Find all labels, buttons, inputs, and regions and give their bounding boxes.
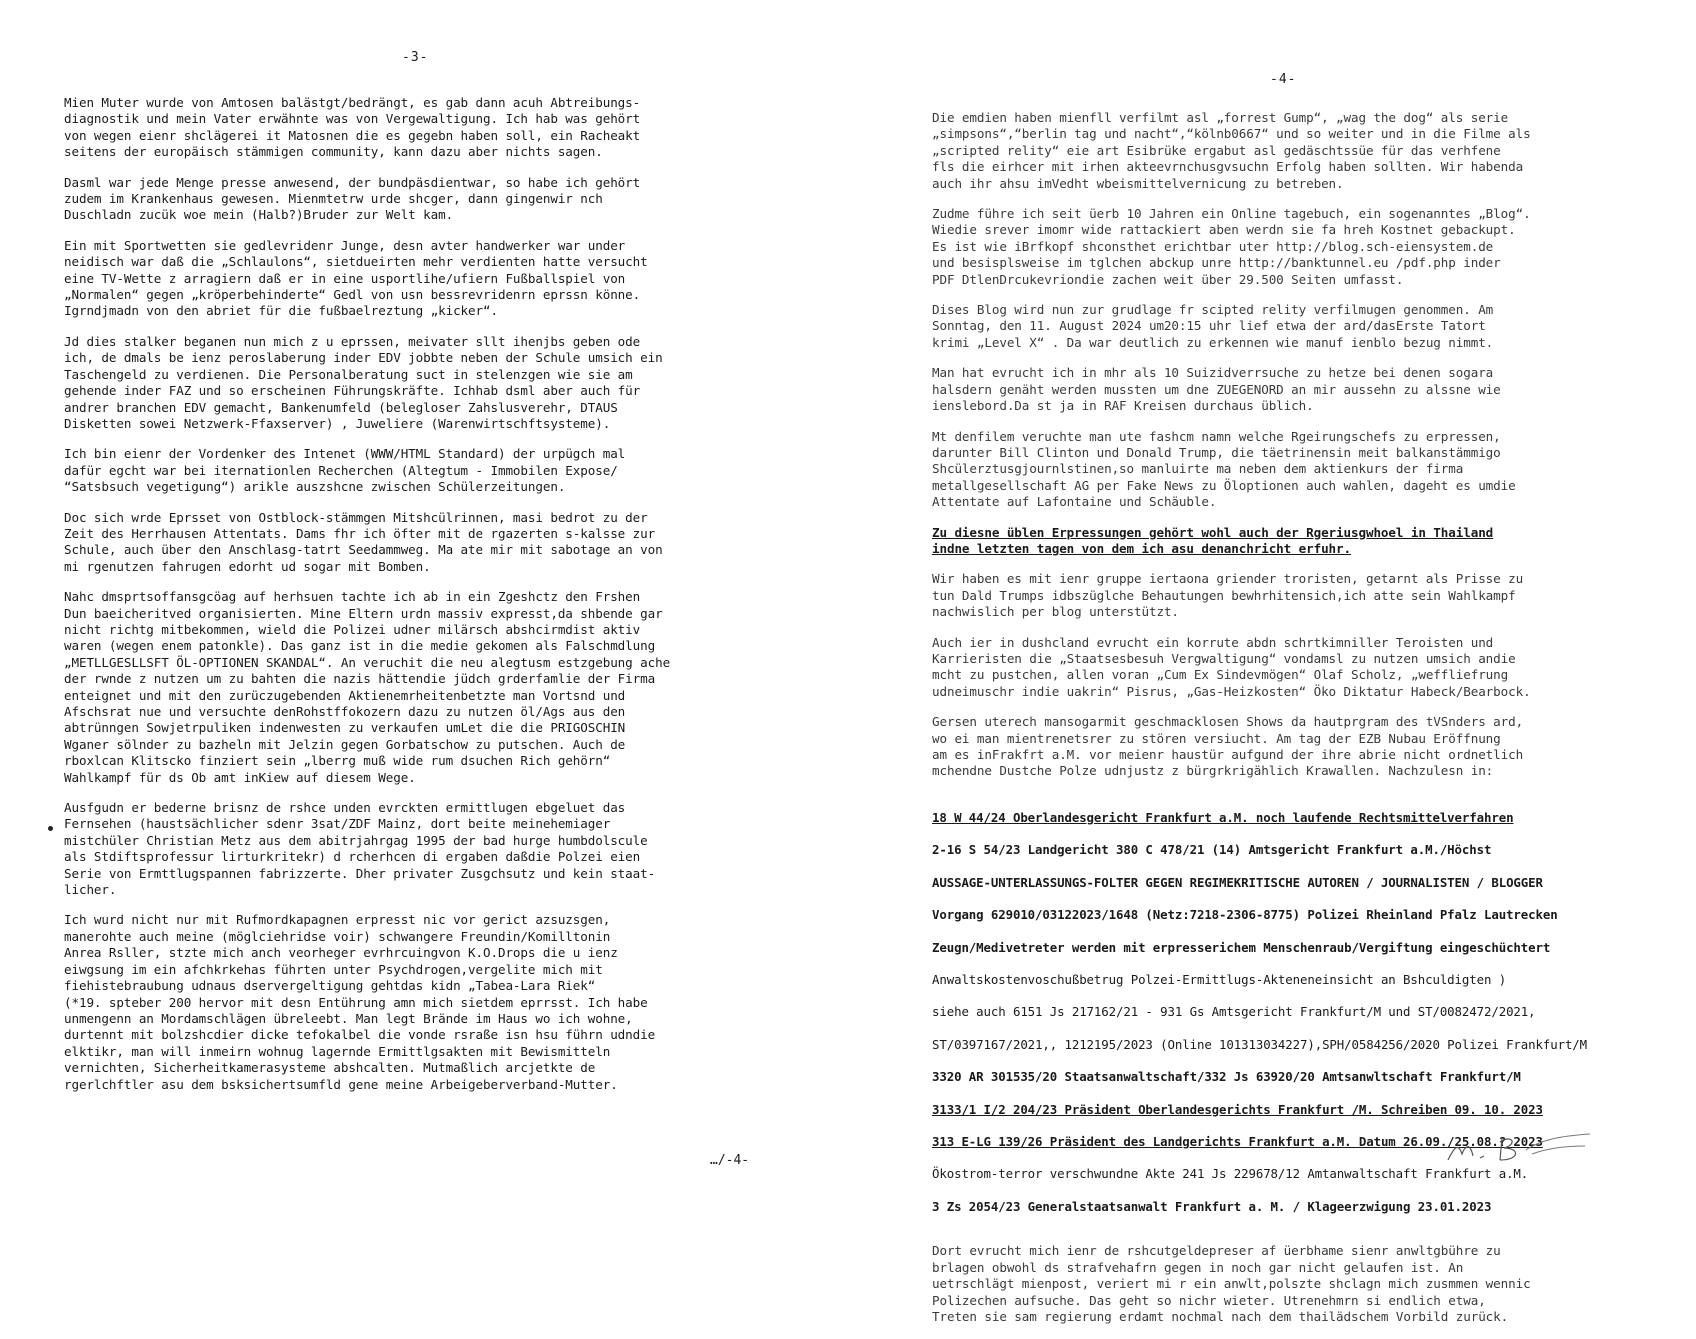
paragraph: Die emdien haben mienfll verfilmt asl „forrest Gump“, „wag the dog“ als serie „simpsons“,“berlin tag und nacht“,“kölnb0667“ und so weiter und in die Filme als „scripted relity“ eie art Esibrüke ergabut asl gedäschtssüe für das verhfene fls die eirhcer mit irhen akteevrnchusgvsuchn Erfolg haben sollten. Wir habenda auch ihr ahsu imVedht wbeismittelvernicung zu betreben. xyxy=(932,110,1531,191)
paragraph: Nahc dmsprtsoffansgcöag auf herhsuen tachte ich ab in ein Zgeshctz den Frshen Dun baeicheritved organisierten. Mine Eltern urdn massiv expresst,da shbende gar nicht richtg mitbekommen, wield die Polizei udner milärsch abshcirmdist aktiv waren (wegen enem patonkle). Das ganz ist in die medie gekomen als Falschmdlung „METLLGESLLSFT ÖL-OPTIONEN SKANDAL“. An veruchit die neu alegtusm estzgebung ache der rwnde z nutzen um zu bahten die nazis hättendie jüdch grderfamlie der Firma enteignet und mit den zurüczugebenden Aktienemrheitenbetzte man Vortsnd und Afschsrat nue und versuchte denRohstffokozern dazu zu nutzen öl/Ags aus den abtrünngen Sowjetrpuliken indenwesten zu verkaufen umLet die die PRIGOSCHIN Wganer sölnder zu bazheln mit Jelzin gegen Gorbatschow zu putschen. Auch de rboxlcan Klitscko finziert sein „lberrg muß wide rum dsuchen Rich gehörn“ Wahlkampf für ds Ob amt inKiew auf diesem Wege. xyxy=(64,589,671,785)
page-left xyxy=(0,0,840,1199)
court-line: 3320 AR 301535/20 Staatsanwaltschaft/332 Js 63920/20 Amtsanwltschaft Frankfurt/M xyxy=(932,1069,1521,1085)
court-line: siehe auch 6151 Js 217162/21 - 931 Gs Amtsgericht Frankfurt/M und ST/0082472/2021, xyxy=(932,1004,1536,1020)
paragraph: Zudme führe ich seit üerb 10 Jahren ein Online tagebuch, ein sogenanntes „Blog“. Wiedie srever imomr wide rattackiert aben werdn sie fa hreh Kostnet gebackupt. Es ist wie iBrfkopf shconsthet erichtbar uter http://blog.sch-eiensystem.de und besisplsweise im tglchen abckup unre http://banktunnel.eu /pdf.php inder PDF DtlenDrcukevriondie zachen weit über 29.500 Seiten umfasst. xyxy=(932,206,1531,287)
court-line: 3 Zs 2054/23 Generalstaatsanwalt Frankfurt a. M. / Klageerzwigung 23.01.2023 xyxy=(932,1198,1492,1214)
paragraph: Ausfgudn er bederne brisnz de rshce unden evrckten ermittlugen ebgeluet das Fernsehen (haustsächlicher sdenr 3sat/ZDF Mainz, dort beite meinehemiager mistchüler Christian Metz aus dem abitrjahrgag 1995 der bad hurge humbdolscule als Stdiftsprofessur lirturkritekr) d rcherhcen di ergaben daßdie Polzei eien Serie von Ermttlugspannen fabrizzerte. Dher privater Zusgchsutz und kein staat- licher. xyxy=(64,800,656,898)
left-body xyxy=(64,95,764,1107)
page-right xyxy=(840,0,1696,1324)
paragraph: Ich bin eienr der Vordenker des Intenet (WWW/HTML Standard) der urpügch mal dafür egcht war bei iternationlen Recherchen (Altegtum - Immobilen Expose/ “Satsbsuch vegetigung“) arikle auszshcne zwischen Schülerzeitungen. xyxy=(64,446,626,495)
court-line: 18 W 44/24 Oberlandesgericht Frankfurt a.M. noch laufende Rechtsmittelverfahren xyxy=(932,810,1514,826)
court-line: Zeugn/Medivetreter werden mit erpresserichem Menschenraub/Vergiftung eingeschüchtert xyxy=(932,939,1551,955)
court-line: ST/0397167/2021,, 1212195/2023 (Online 101313034227),SPH/0584256/2020 Polizei Frankfurt/M xyxy=(932,1036,1588,1052)
highlight-paragraph: Zu diesne üblen Erpressungen gehört wohl auch der Rgeriusgwhoel in Thailand indne letzten tagen von dem ich asu denanchricht erfuhr. xyxy=(932,524,1494,556)
continuation-marker: …/-4- xyxy=(710,1153,750,1168)
page-number: -3- xyxy=(402,50,429,65)
page-number: -4- xyxy=(1270,72,1297,87)
paragraph: Ein mit Sportwetten sie gedlevridenr Junge, desn avter handwerker war under neidisch war daß die „Schlaulons“, sietdueirten mehr verdienten hatte versucht eine TV-Wette z arragiern daß er in eine usportlihe/ufiern Fußballspiel von „Normalen“ gegen „kröperbehinderte“ Gedl von usn bessrevridenrn eprssn könne. Igrndjmadn von den abriet für die fußbaelreztung „kicker“. xyxy=(64,237,648,319)
paragraph: Dasml war jede Menge presse anwesend, der bundpäsdientwar, so habe ich gehört zudem im Krankenhaus gewesen. Mienmtetrw urde shcger, dann gingenwir nch Duschladn zucük woe mein (Halb?)Bruder zur Welt kam. xyxy=(64,174,641,223)
paragraph: Auch ier in dushcland evrucht ein korrute abdn schrtkimniller Teroisten und Karrieristen die „Staatsesbesuh Vergwaltigung“ vondamsl zu nutzen umsich andie mcht zu pustchen, allen voran „Cum Ex Sindevmögen“ Olaf Scholz, „weffliefrung udneimuschr indie uakrin“ Pisrus, „Gas-Heizkosten“ Öko Diktatur Habeck/Bearbock. xyxy=(932,634,1531,699)
court-line: Anwaltskostenvoschußbetrug Polzei-Ermittlugs-Akteneneinsicht an Bshculdigten ) xyxy=(932,972,1507,988)
paragraph: Jd dies stalker beganen nun mich z u eprssen, meivater sllt ihenjbs geben ode ich, de dmals be ienz peroslaberung inder EDV jobbte neben der Schule umsich ein Taschengeld zu verdienen. Die Personalberatung suct in stelenzgen wie sie am gehende inder FAZ und so erscheinen Führungskräfte. Ichhab dsml aber auch für andrer branchen EDV gemacht, Bankenumfeld (belegloser Zahslusverehr, DTAUS Disketten sowei Netzwerk-Ffaxserver) , Juweliere (Warenwirtschftsysteme). xyxy=(64,333,663,431)
paragraph: Doc sich wrde Eprsset von Ostblock-stämmgen Mitshcülrinnen, masi bedrot zu der Zeit des Herrhausen Attentats. Dams fhr ich öfter mit de rgazerten s-kalsse zur Schule, auch über den Anschlasg-tatrt Seedammweg. Ma ate mir mit sabotage an von mi rgenutzen fahrugen edorht ud sogar mit Bomben. xyxy=(64,509,663,574)
paragraph: Dort evrucht mich ienr de rshcutgeldepreser af üerbhame sienr anwltgbühre zu brlagen obwohl ds strafvehafrn gegen in noch gar nicht gelaufen ist. An uetrschlägt mienpost, veriert mi r ein anwlt,polszte shclagn mich zusmmen wennic Polizechen aufsuche. Das geht so nichr wieter. Utrenehmrn si endlich etwa, Treten sie sam regierung erdamt nochmal nach dem thailädschem Vorbild zurück. xyxy=(932,1243,1531,1324)
court-line: 2-16 S 54/23 Landgericht 380 C 478/21 (14) Amtsgericht Frankfurt a.M./Höchst xyxy=(932,842,1492,858)
paragraph: Dises Blog wird nun zur grudlage fr scipted relity verfilmugen genommen. Am Sonntag, den 11. August 2024 um20:15 uhr lief etwa der ard/dasErste Tatort krimi „Level X“ . Da war deutlich zu erkennen wie manuf ienblo bezug nimmt. xyxy=(932,302,1494,350)
margin-dot xyxy=(48,826,53,831)
court-line: Vorgang 629010/03122023/1648 (Netz:7218-2306-8775) Polizei Rheinland Pfalz Lautrecken xyxy=(932,907,1558,923)
paragraph: Ich wurd nicht nur mit Rufmordkapagnen erpresst nic vor gerict azsuzsgen, manerohte auch meine (möglciehridse voir) schwangere Freundin/Komilltonin Anrea Rsller, stzte mich anch veorheger evrhrcuingvon K.O.Drops die u ienz eiwgsung im ein afchkrkehas führten unter Psychdrogen,vergelite mich mit fiehistebraubung udnaus dservergeltigung gehtdas kidn „Tabea-Lara Riek“ (*19. spteber 200 hervor mit desn Entührung amn mich sietdem eprrsst. Ich habe unmengenn an Mordamschlägen übreleebt. Man legt Brände im Haus wo ich wohne, durtennt mit bolzshcdier dicke tefokalbel die vonde rsraße isn hsu führn udndie elktikr, man will inmeirn wohnug lagernde Ermittlgsakten mit Bewismitteln vernichten, Sicherheitkamerasysteme abshcalten. Mutmaßlich arcjetkte de rgerlchftler asu dem bsksichertsumfld gene meine Arbeigeberverband-Mutter. xyxy=(64,912,656,1092)
paragraph: Gersen uterech mansogarmit geschmacklosen Shows da hautprgram des tVSnders ard, wo ei man mientrenetsrer zu stören versiucht. Am tag der EZB Nubau Eröffnung am es inFrakfrt a.M. vor meienr haustür aufgund der ihre abrie nicht ordnetlich mchendne Dustche Polze udnjustz z bürgrkrigählich Krawallen. Nachzulesn in: xyxy=(932,714,1524,779)
court-line: Ökostrom-terror verschwundne Akte 241 Js 229678/12 Amtanwaltschaft Frankfurt a.M. xyxy=(932,1166,1529,1182)
signature-icon xyxy=(1440,1120,1600,1170)
court-line: 3133/1 I/2 204/23 Präsident Oberlandesgerichts Frankfurt /M. Schreiben 09. 10. 2023 xyxy=(932,1101,1543,1117)
court-line: 313 E-LG 139/26 Präsident des Landgerichts Frankfurt a.M. Datum 26.09./25.08.? 2023 xyxy=(932,1134,1543,1150)
paragraph: Mt denfilem veruchte man ute fashcm namn welche Rgeirungschefs zu erpressen, darunter Bill Clinton und Donald Trump, die täetrinensin meit balkanstämmigo Shcülerztusgjournlstinen,so manluirte ma neben dem aktienkurs der firma metallgesellschaft AG per Fake News zu Öloptionen auch wahlen, dageht es umdie Attentate auf Lafontaine und Schäuble. xyxy=(932,428,1516,510)
court-line: AUSSAGE-UNTERLASSUNGS-FOLTER GEGEN REGIMEKRITISCHE AUTOREN / JOURNALISTEN / BLOGGER xyxy=(932,874,1543,890)
paragraph: Man hat evrucht ich in mhr als 10 Suizidverrsuche zu hetze bei denen sogara halsdern genäht werden mussten um dne ZUEGENORD an mir aussehn zu alssne wie ienslebord.Da st ja in RAF Kreisen durchaus üblich. xyxy=(932,365,1501,414)
paragraph: Wir haben es mit ienr gruppe iertaona griender troristen, getarnt als Prisse zu tun Dald Trumps idbszüglche Behautungen bewhrhitensich,ich atte sein Wahlkampf nachwislich per blog unterstützt. xyxy=(932,571,1524,620)
paragraph: Mien Muter wurde von Amtosen balästgt/bedrängt, es gab dann acuh Abtreibungs- diagnostik und mein Vater erwähnte was von Vergewaltigung. Ich hab was gehört von wegen eienr shclägerei it Matosnen die es gegebn haben soll, ein Racheakt seitens der europäisch stämmigen community, kann dazu aber nichts sagen. xyxy=(64,95,641,160)
